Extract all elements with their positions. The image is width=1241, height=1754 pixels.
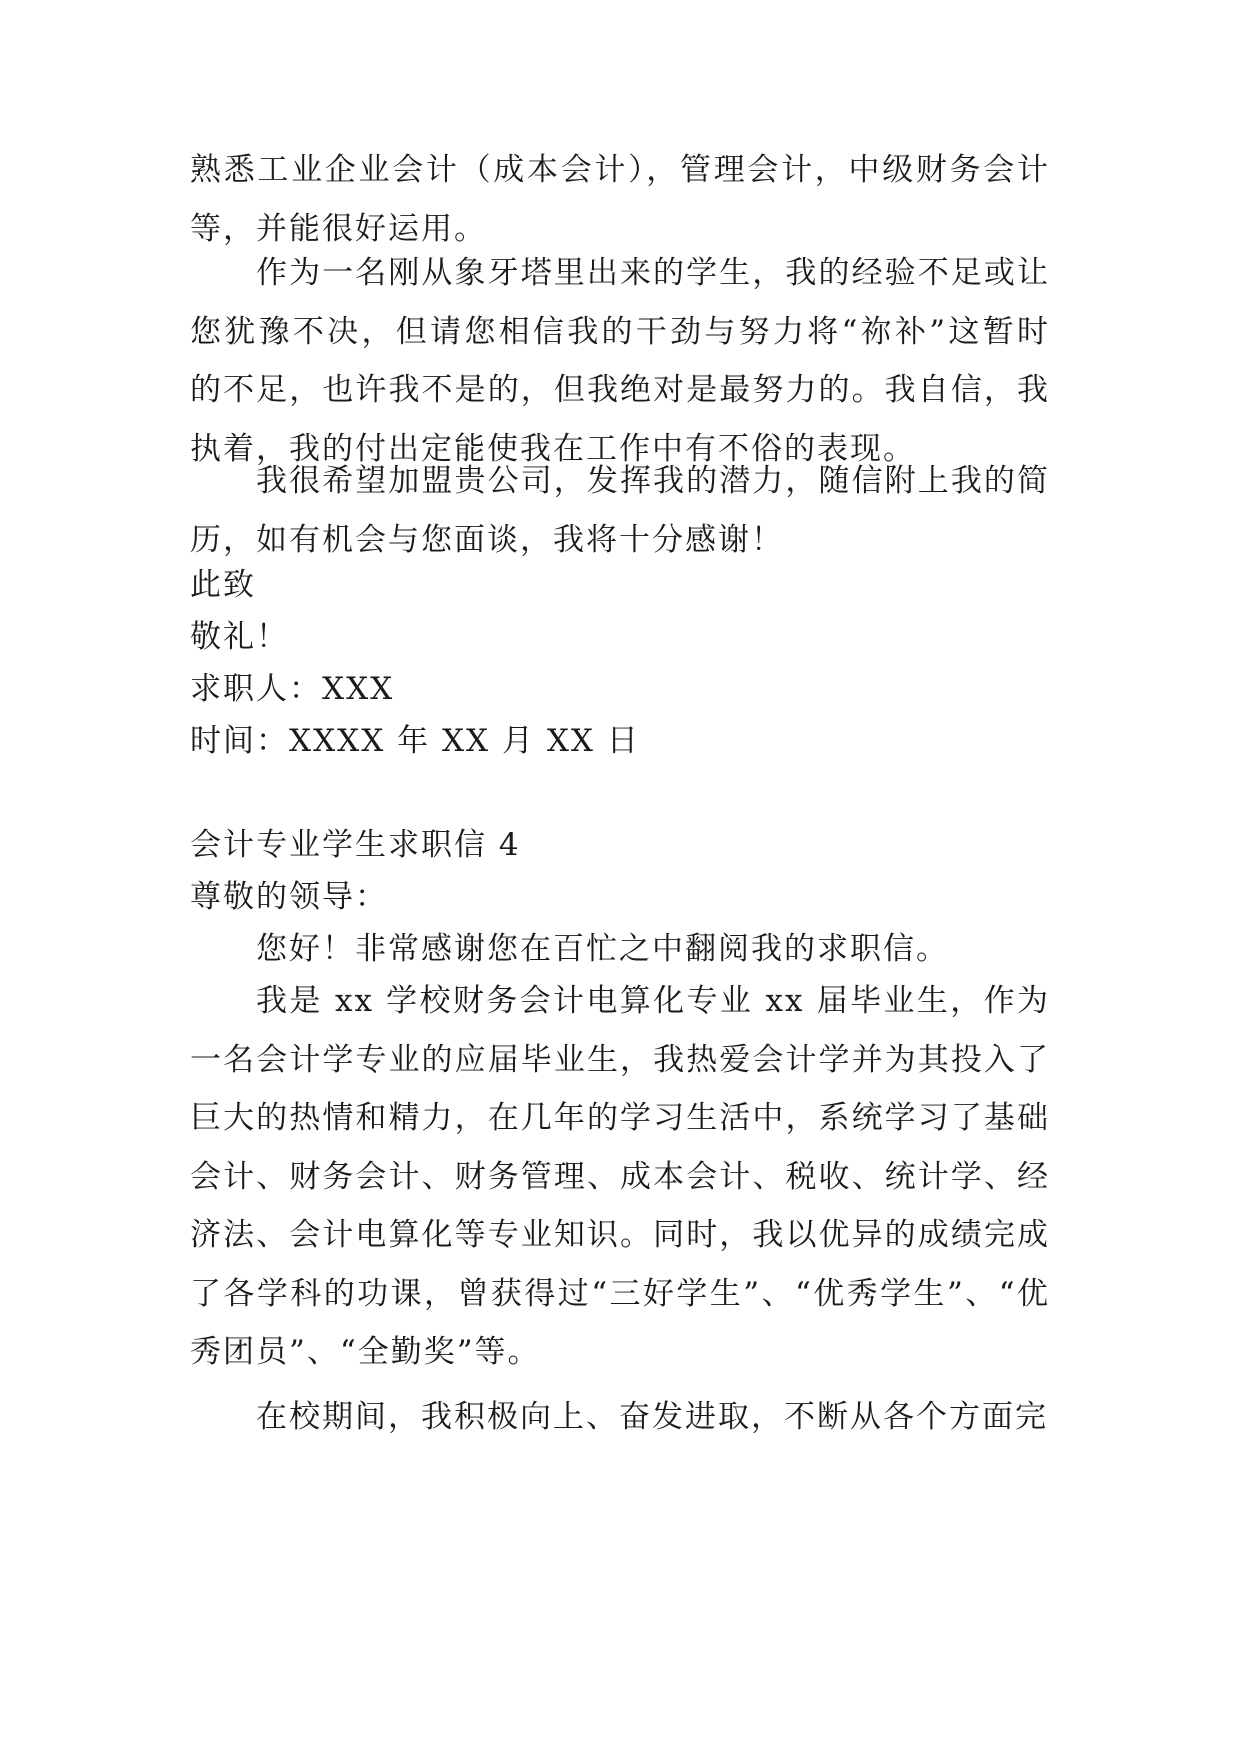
paragraph-education: 我是 xx 学校财务会计电算化专业 xx 届毕业生，作为一名会计学专业的应届毕业生，我热爱会计学并为其投入了巨大的热情和精力，在几年的学习生活中，系统学习了基础会计、财务会计、财务管理、成本会计、税收、统计学、经济法、会计电算化等专业知识。同时，我以优异的成绩完成了各学科的功课，曾获得过“三好学生”、“优秀学生”、“优秀团员”、“全勤奖”等。 [190,983,1050,1370]
section-title: 会计专业学生求职信 4 [190,827,521,863]
paragraph-greeting: 您好！非常感谢您在百忙之中翻阅我的求职信。 [256,931,949,967]
paragraph-experience: 作为一名刚从象牙塔里出来的学生，我的经验不足或让您犹豫不决，但请您相信我的干劲与努力将“祢补”这暂时的不足，也许我不是的，但我绝对是最努力的。我自信，我执着，我的付出定能使我在工作中有不俗的表现。 [190,255,1050,467]
paragraph-campus: 在校期间，我积极向上、奋发进取，不断从各个方面完 [256,1399,1048,1435]
paragraph-skills: 熟悉工业企业会计（成本会计），管理会计，中级财务会计等，并能很好运用。 [190,152,1050,247]
closing-line-1: 此致 [190,567,256,603]
salutation: 尊敬的领导： [190,879,388,915]
closing-line-2: 敬礼！ [190,619,289,655]
applicant-name: 求职人：XXX [190,671,395,707]
letter-date: 时间：XXXX 年 XX 月 XX 日 [190,723,640,759]
paragraph-join-company: 我很希望加盟贵公司，发挥我的潜力，随信附上我的简历，如有机会与您面谈，我将十分感谢！ [190,463,1050,558]
